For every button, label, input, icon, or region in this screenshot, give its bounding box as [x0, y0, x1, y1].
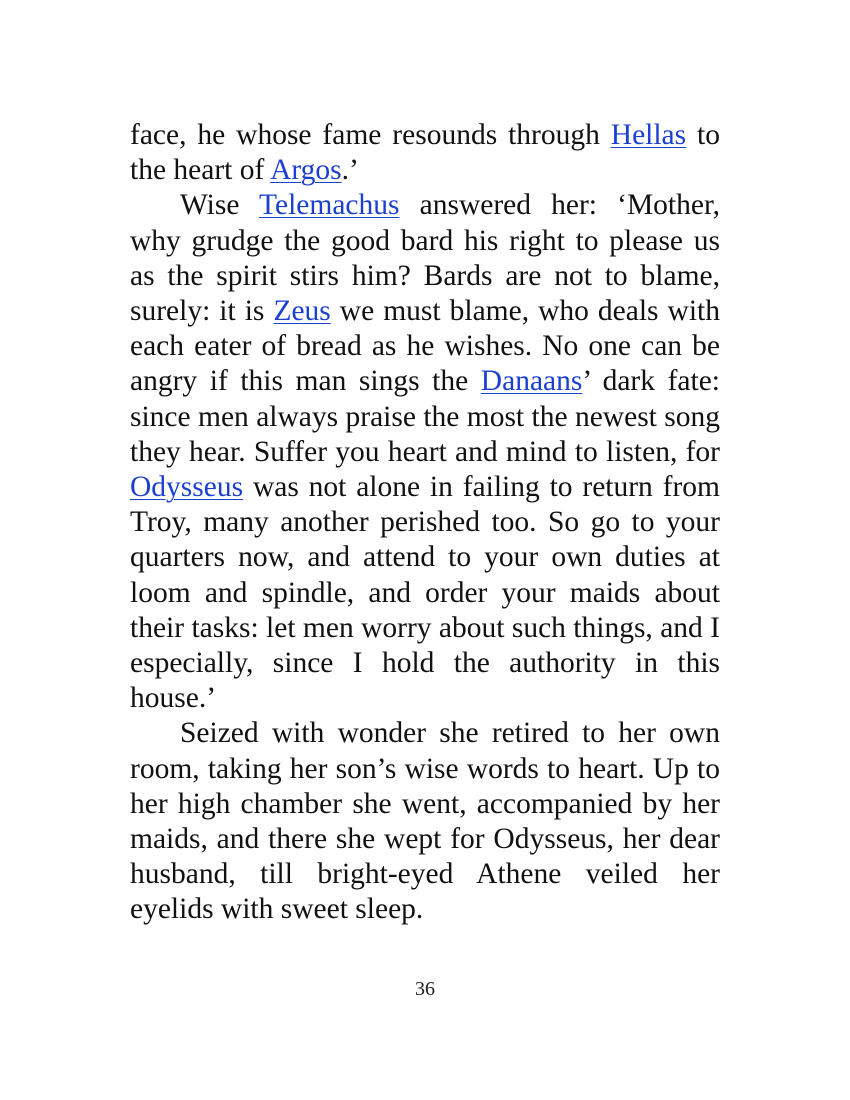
page-body — [130, 118, 720, 928]
link-hellas[interactable]: Hellas — [610, 119, 687, 151]
text-segment: .’ — [341, 154, 359, 187]
text-segment: was not alone in failing to return from Troy, many another perished too. So go to your quarters now, and attend to your own duties at loom and spindle, and order your maids about their tasks: let men worry about such things, and I especially, since I hold the authority in this house.’ — [130, 471, 720, 715]
link-argos[interactable]: Argos — [270, 154, 342, 187]
text-segment: ’ dark fate: since men always praise the most the newest song they hear. Suffer you heart and mind to listen, for — [130, 365, 720, 468]
text-segment: answered her: ‘Mother, why grudge the good bard his right to please us as the spirit stirs him? Bards are not to blame, surely: it is — [130, 189, 720, 328]
link-odysseus[interactable]: Odysseus — [130, 471, 244, 504]
link-danaans[interactable]: Danaans — [480, 365, 583, 398]
text-segment: Seized with wonder she retired to her own room, taking her son’s wise words to heart. Up to her high chamber she went, accompanied by her maids, and there she wept for Odysseus, her dear husband, till bright-eyed Athene veiled her eyelids with sweet sleep. — [130, 717, 720, 926]
paragraph-2 — [130, 188, 720, 716]
paragraph-3 — [130, 716, 720, 927]
link-zeus[interactable]: Zeus — [273, 295, 331, 328]
link-telemachus[interactable]: Telemachus — [259, 189, 400, 222]
text-segment: to the heart of — [130, 119, 720, 187]
text-segment: face, he whose fame resounds through — [130, 119, 611, 151]
text-segment: Wise — [180, 189, 260, 222]
text-segment: we must blame, who deals with each eater of bread as he wishes. No one can be angry if this man sings the — [130, 295, 721, 398]
page-number: 36 — [415, 978, 435, 1000]
paragraph-1 — [130, 118, 720, 188]
